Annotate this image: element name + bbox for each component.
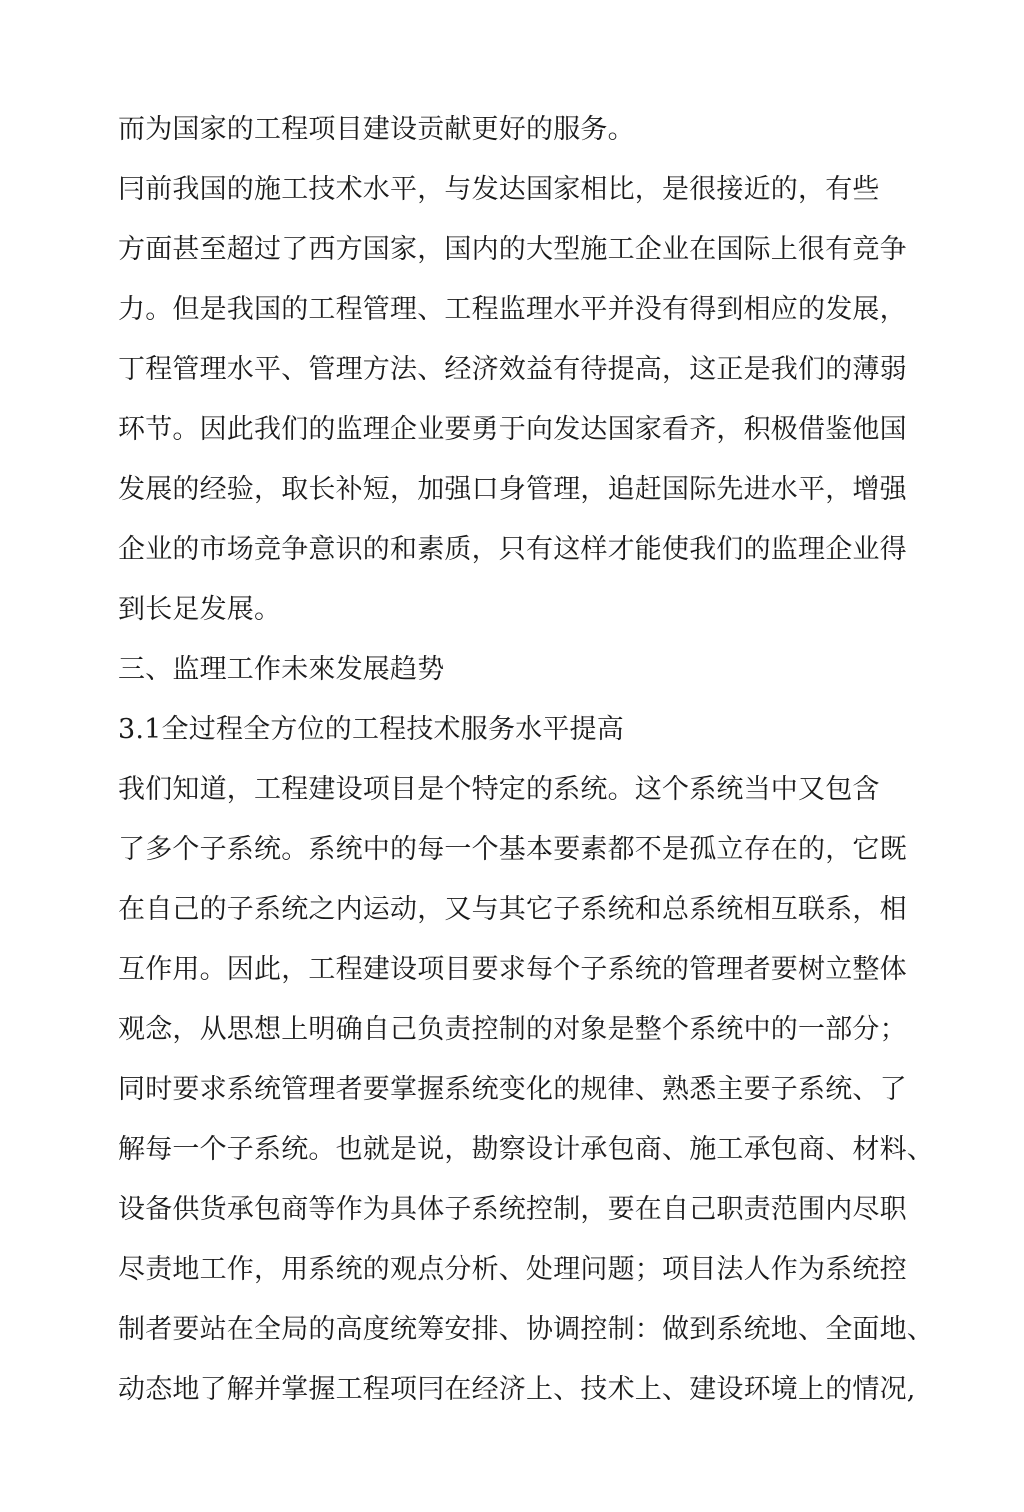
text-line: 同时要求系统管理者要掌握系统变化的规律、熟悉主要子系统、了 [118,1074,907,1105]
text-line: 企业的市场竞争意识的和素质，只有这样才能使我们的监理企业得 [118,534,907,565]
text-line: 尽责地工作，用系统的观点分析、处理问题；项目法人作为系统控 [118,1254,907,1285]
text-line: 冃前我国的施工技术水平，与发达国家相比，是很接近的，有些 [118,174,880,205]
text-line: 到长足发展。 [118,594,282,625]
text-line: 制者要站在全局的高度统筹安排、协调控制：做到系统地、全面地、 [118,1314,934,1345]
text-line: 在自己的子系统之内运动，又与其它子系统和总系统相互联系，相 [118,894,907,925]
text-line: 力。但是我国的工程管理、工程监理水平并没有得到相应的发展， [118,294,907,325]
text-line: 发展的经验，取长补短，加强口身管理，追赶国际先进水平，增强 [118,474,907,505]
text-line: 设备供货承包商等作为具体子系统控制，要在自己职责范围内尽职 [118,1194,907,1225]
text-line: 环节。因此我们的监理企业要勇于向发达国家看齐，积极借鉴他国 [118,414,907,445]
text-line: 了多个子系统。系统中的每一个基本要素都不是孤立存在的，它既 [118,834,907,865]
text-line: 解每一个子系统。也就是说，勘察设计承包商、施工承包商、材料、 [118,1134,934,1165]
text-line: 互作用。因此，工程建设项目要求每个子系统的管理者要树立整体 [118,954,907,985]
text-line: 而为国家的工程项目建设贡献更好的服务。 [118,114,635,145]
text-line: 方面甚至超过了西方国家，国内的大型施工企业在国际上很有竞争 [118,234,907,265]
text-line: 丁程管理水平、管理方法、经济效益有待提高，这正是我们的薄弱 [118,354,907,385]
section-heading: 三、监理工作未來发展趋势 [118,654,445,685]
text-line: 我们知道，工程建设项目是个特定的系统。这个系统当中又包含 [118,774,880,805]
text-line: 观念，从思想上明确自己负责控制的对象是整个系统中的一部分； [118,1014,907,1045]
text-line: 动态地了解并掌握工程项冃在经济上、技术上、建设环境上的情况, [118,1374,916,1405]
subsection-heading: 3.1全过程全方位的工程技术服务水平提高 [118,714,624,745]
